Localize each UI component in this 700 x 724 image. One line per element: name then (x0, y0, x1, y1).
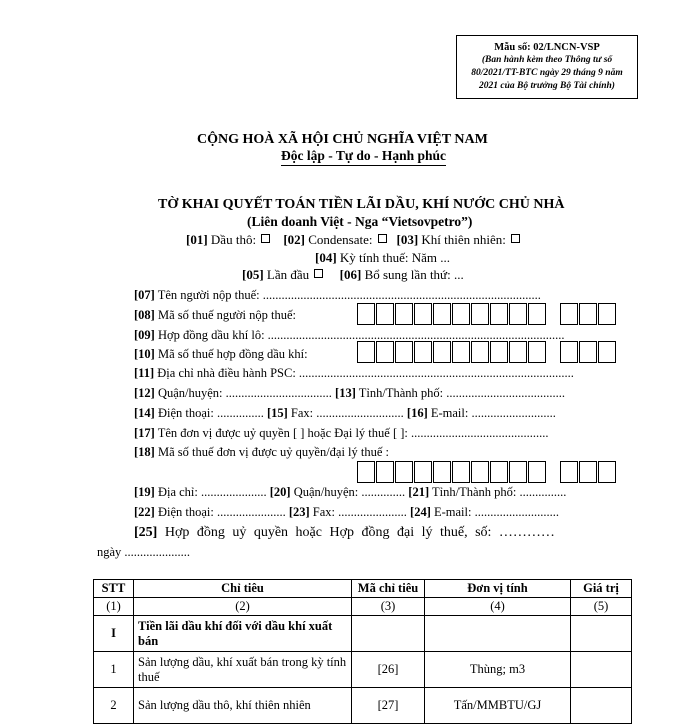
field-10-contract-tax-code: [10] Mã số thuế hợp đồng dầu khí: (134, 347, 308, 361)
header-stt: STT (94, 580, 134, 598)
submission-type-line (242, 267, 464, 283)
taxpayer-tax-code-boxes[interactable] (357, 303, 617, 325)
field-22-24-agent-contacts[interactable]: [22] Điện thoại: ...................... [23] Fax: ...................... [24] E-mail: ........................... (134, 505, 559, 519)
value-cell[interactable] (571, 688, 632, 724)
option-03-label: Khí thiên nhiên: (418, 232, 510, 247)
condensate-checkbox[interactable] (378, 234, 387, 243)
value-cell[interactable] (571, 652, 632, 688)
header-indicator-code: Mã chỉ tiêu (352, 580, 425, 598)
form-number: Mẫu số: 02/LNCN-VSP (494, 42, 600, 53)
agent-tax-code-boxes[interactable] (357, 461, 617, 483)
document-subtitle: (Liên doanh Việt - Nga “Vietsovpetro”) (247, 214, 473, 229)
field-09-petroleum-contract[interactable]: [09] Hợp đồng dầu khí lô: ............................................................................................... (134, 328, 565, 342)
header-unit: Đơn vị tính (425, 580, 571, 598)
option-03-code: [03] (396, 232, 419, 247)
natural-gas-checkbox[interactable] (511, 234, 520, 243)
first-submission-label: Lần đầu (263, 267, 313, 282)
country-name: CỘNG HOÀ XÃ HỘI CHỦ NGHĨA VIỆT NAM (197, 132, 488, 147)
header-value: Giá trị (571, 580, 632, 598)
option-06-code: [06] (339, 267, 362, 282)
field-11-operator-address[interactable]: [11] Địa chỉ nhà điều hành PSC: ........................................................................................ (134, 366, 574, 380)
form-issuance-note-3: 2021 của Bộ trưởng Bộ Tài chính) (479, 81, 615, 91)
form-code-box (456, 35, 638, 99)
field-25-agency-contract[interactable]: [25] Hợp đồng uỷ quyền hoặc Hợp đồng đại lý thuế, số: ………… (134, 525, 555, 540)
table-row: 1 Sản lượng dầu, khí xuất bán trong kỳ tính thuế [26] Thùng; m3 (94, 652, 632, 688)
contract-tax-code-boxes[interactable] (357, 341, 617, 363)
first-submission-checkbox[interactable] (314, 269, 323, 278)
field-07-taxpayer-name[interactable]: [07] Tên người nộp thuế: ......................................................................................... (134, 288, 541, 302)
option-01-label: Dầu thô: (207, 232, 260, 247)
option-04-code: [04] (315, 250, 337, 265)
tax-period-line (315, 250, 450, 266)
table-row: 2 Sản lượng dầu thô, khí thiên nhiên [27] Tấn/MMBTU/GJ (94, 688, 632, 724)
document-title: TỜ KHAI QUYẾT TOÁN TIỀN LÃI DẦU, KHÍ NƯỚC CHỦ NHÀ (158, 197, 565, 212)
form-issuance-note-1: (Ban hành kèm theo Thông tư số (481, 55, 613, 65)
header-indicator: Chỉ tiêu (134, 580, 352, 598)
supplement-label: Bổ sung lần thứ: ... (361, 267, 464, 282)
table-header-row (94, 580, 632, 598)
field-12-13-district-province[interactable]: [12] Quận/huyện: .................................. [13] Tỉnh/Thành phố: ...................................... (134, 386, 565, 400)
field-17-authorized-unit[interactable]: [17] Tên đơn vị được uỷ quyền [ ] hoặc Đại lý thuế [ ]: ............................................ (134, 426, 549, 440)
crude-oil-checkbox[interactable] (261, 234, 270, 243)
table-row: I Tiền lãi dầu khí đối với dầu khí xuất bán (94, 616, 632, 652)
field-14-16-contacts[interactable]: [14] Điện thoại: ............... [15] Fax: ............................ [16] E-mail: ........................... (134, 406, 556, 420)
value-cell[interactable] (571, 616, 632, 652)
declaration-table (93, 579, 632, 724)
field-08-taxpayer-tax-code: [08] Mã số thuế người nộp thuế: (134, 308, 296, 322)
field-19-21-agent-address[interactable]: [19] Địa chỉ: ..................... [20] Quận/huyện: .............. [21] Tỉnh/Thành phố: ............... (134, 485, 567, 499)
option-01-code: [01] (186, 232, 208, 247)
field-25-date[interactable]: ngày ..................... (97, 545, 191, 559)
form-issuance-note-2: 80/2021/TT-BTC ngày 29 tháng 9 năm (471, 68, 623, 78)
option-02-label: Condensate: (304, 232, 376, 247)
option-02-code: [02] (283, 232, 305, 247)
tax-period-label: Kỳ tính thuế: Năm ... (336, 250, 451, 265)
product-options-line (186, 232, 520, 248)
option-05-code: [05] (242, 267, 264, 282)
national-motto: Độc lập - Tự do - Hạnh phúc (281, 148, 446, 166)
field-18-agent-tax-code: [18] Mã số thuế đơn vị được uỷ quyền/đại lý thuế : (134, 445, 390, 459)
table-number-row: (1) (2) (3) (4) (5) (94, 598, 632, 616)
